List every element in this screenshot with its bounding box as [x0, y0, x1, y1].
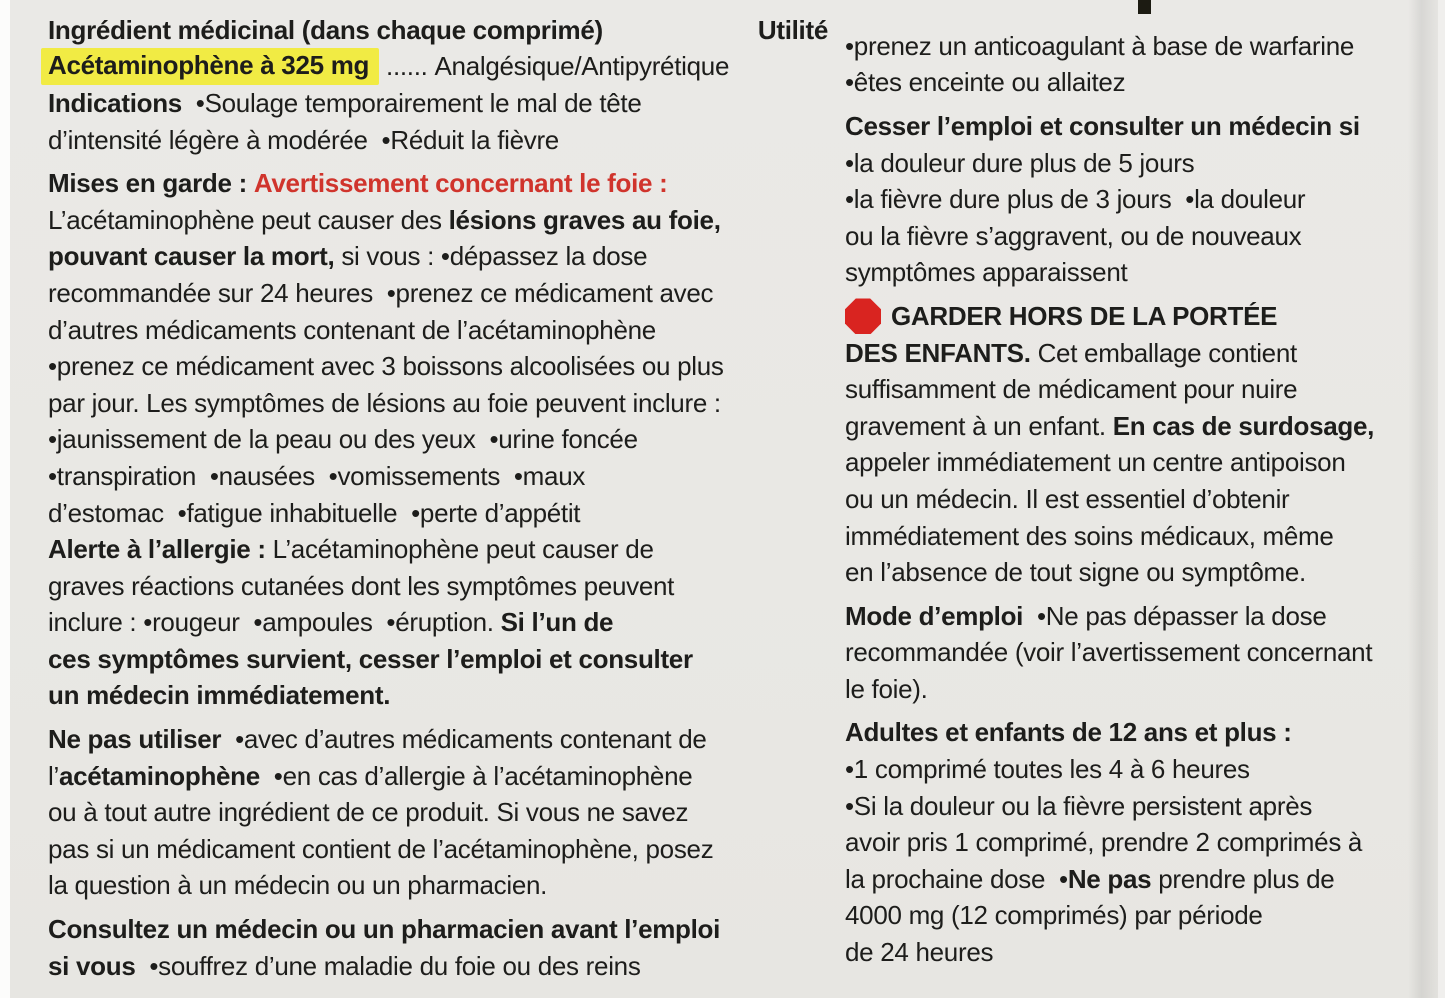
label-text-segment: •prenez un anticoagulant à base de warfarine — [845, 30, 1355, 61]
label-text-line — [48, 458, 828, 495]
label-text-segment: la question à un médecin ou un pharmacien. — [48, 870, 548, 901]
label-text-segment: inclure : •rougeur •ampoules •éruption. — [48, 607, 501, 638]
label-text-line — [48, 12, 828, 49]
label-text-line — [845, 255, 1420, 292]
label-text-line — [48, 794, 828, 831]
label-text-line — [845, 751, 1420, 788]
package-left-edge — [0, 0, 10, 998]
medication-label-panel — [10, 0, 1445, 998]
label-text-segment: •la fièvre dure plus de 3 jours •la douleur — [845, 184, 1306, 215]
label-text-line — [845, 481, 1420, 518]
label-paragraph — [48, 165, 828, 714]
label-text-line — [845, 65, 1420, 102]
label-text-segment: par jour. Les symptômes de lésions au foie peuvent inclure : — [48, 387, 721, 418]
label-text-line — [48, 122, 828, 159]
label-text-segment: Ingrédient médicinal (dans chaque comprimé) — [48, 14, 603, 45]
label-text-segment: en l’absence de tout signe ou symptôme. — [845, 557, 1306, 588]
label-text-line — [48, 495, 828, 532]
label-text-line — [48, 568, 828, 605]
label-text-line — [48, 348, 828, 385]
label-text-segment: la prochaine dose • — [845, 863, 1068, 894]
label-text-line — [845, 518, 1420, 555]
label-text-segment: Utilité — [757, 14, 828, 45]
label-text-line — [48, 911, 828, 948]
label-text-segment: Mode d’emploi — [845, 600, 1024, 631]
label-text-segment: •Si la douleur ou la fièvre persistent après — [845, 790, 1313, 821]
label-text-segment: Si l’un de — [500, 607, 614, 638]
label-text-segment: prendre plus de — [1151, 863, 1335, 894]
label-text-line — [48, 678, 828, 715]
stop-sign-icon — [845, 298, 881, 334]
label-text-segment: appeler immédiatement un centre antipoison — [845, 447, 1346, 478]
label-text-line — [845, 28, 1420, 65]
label-text-segment: •en cas d’allergie à l’acétaminophène — [259, 760, 693, 791]
label-paragraph — [845, 598, 1420, 708]
label-text-line — [845, 824, 1420, 861]
label-text-segment: Acétaminophène à 325 mg — [41, 48, 379, 85]
label-text-line — [48, 165, 828, 202]
label-text-line — [48, 721, 828, 758]
label-right-column — [845, 28, 1420, 978]
label-text-segment: de 24 heures — [845, 937, 994, 968]
label-text-segment: pouvant causer la mort, — [48, 241, 335, 272]
label-paragraph — [48, 721, 828, 904]
label-text-segment: symptômes apparaissent — [845, 257, 1128, 288]
label-text-line — [48, 275, 828, 312]
label-paragraph — [845, 298, 1420, 591]
label-text-segment: •la douleur dure plus de 5 jours — [845, 147, 1195, 178]
label-text-line — [845, 371, 1420, 408]
label-text-segment: si vous — [48, 950, 136, 981]
label-paragraph — [845, 108, 1420, 291]
label-text-segment: d’autres médicaments contenant de l’acétaminophène — [48, 314, 656, 345]
label-text-line — [845, 108, 1420, 145]
label-paragraph — [845, 28, 1420, 101]
label-text-segment: En cas de surdosage, — [1112, 410, 1375, 441]
label-text-segment: Avertissement concernant le foie : — [253, 168, 668, 199]
label-text-segment: avoir pris 1 comprimé, prendre 2 comprimés à — [845, 827, 1363, 858]
label-text-segment: DES ENFANTS. — [845, 337, 1038, 368]
label-text-segment: ...... — [379, 51, 435, 82]
label-text-line — [48, 605, 828, 642]
label-text-line — [48, 948, 828, 985]
label-text-line — [845, 898, 1420, 935]
label-text-segment: graves réactions cutanées dont les symptômes peuvent — [48, 570, 675, 601]
label-text-segment: le foie). — [845, 673, 928, 704]
label-text-line — [845, 181, 1420, 218]
label-text-segment: pas si un médicament contient de l’acétaminophène, posez — [48, 833, 714, 864]
label-text-segment: Ne pas utiliser — [48, 724, 222, 755]
label-text-segment: •transpiration •nausées •vomissements •maux — [48, 460, 586, 491]
label-text-segment: GARDER HORS DE LA PORTÉE — [891, 300, 1278, 331]
label-text-segment: Adultes et enfants de 12 ans et plus : — [845, 717, 1292, 748]
label-left-column — [48, 12, 828, 991]
label-text-line — [845, 298, 1420, 335]
label-text-line — [845, 445, 1420, 482]
label-text-line — [845, 335, 1420, 372]
label-text-line — [845, 635, 1420, 672]
label-paragraph — [48, 911, 828, 984]
label-text-segment: Indications — [48, 87, 182, 118]
label-text-segment: recommandée sur 24 heures •prenez ce médicament avec — [48, 277, 714, 308]
label-text-segment: Alerte à l’allergie : — [48, 534, 273, 565]
label-text-segment: Ne pas — [1067, 863, 1152, 894]
label-text-line — [845, 408, 1420, 445]
label-text-segment: •êtes enceinte ou allaitez — [845, 67, 1126, 98]
label-text-segment: immédiatement des soins médicaux, même — [845, 520, 1334, 551]
label-text-line — [845, 861, 1420, 898]
label-text-line — [845, 218, 1420, 255]
label-text-line — [845, 145, 1420, 182]
label-text-line — [48, 641, 828, 678]
label-text-line — [845, 671, 1420, 708]
label-text-segment: Cet emballage contient — [1037, 337, 1297, 368]
label-text-segment: l’ — [48, 760, 59, 791]
label-text-segment: L’acétaminophène peut causer de — [272, 534, 654, 565]
label-text-segment: L’acétaminophène peut causer des — [48, 204, 449, 235]
label-text-line — [48, 868, 828, 905]
label-text-segment: d’estomac •fatigue inhabituelle •perte d’appétit — [48, 497, 581, 528]
label-text-line — [48, 312, 828, 349]
label-text-segment: •avec d’autres médicaments contenant de — [221, 724, 707, 755]
label-text-segment: Consultez un médecin ou un pharmacien avant l’emploi — [48, 914, 721, 945]
label-text-segment: Cesser l’emploi et consulter un médecin si — [845, 110, 1360, 141]
label-text-line — [845, 934, 1420, 971]
label-text-line — [48, 422, 828, 459]
label-text-segment: lésions graves au foie, — [448, 204, 721, 235]
label-text-line — [845, 554, 1420, 591]
label-text-line — [48, 49, 828, 86]
label-text-segment: ces symptômes survient, cesser l’emploi et consulter — [48, 643, 693, 674]
label-text-segment: acétaminophène — [58, 760, 260, 791]
package-edge-shadow — [1408, 0, 1438, 998]
label-text-segment: recommandée (voir l’avertissement concernant — [845, 637, 1373, 668]
label-text-segment: ou la fièvre s’aggravent, ou de nouveaux — [845, 220, 1302, 251]
label-text-line — [845, 788, 1420, 825]
label-text-segment: Mises en garde : — [48, 168, 254, 199]
label-text-line — [48, 385, 828, 422]
label-text-segment: •Ne pas dépasser la dose — [1023, 600, 1327, 631]
label-paragraph — [845, 715, 1420, 971]
label-text-line — [845, 598, 1420, 635]
package-edge-highlight — [1438, 0, 1445, 998]
label-text-segment: gravement à un enfant. — [845, 410, 1113, 441]
label-text-segment: •Soulage temporairement le mal de tête — [181, 87, 642, 118]
label-text-segment: suffisamment de médicament pour nuire — [845, 374, 1298, 405]
registration-mark — [1138, 0, 1151, 14]
label-text-segment: ou un médecin. Il est essentiel d’obtenir — [845, 483, 1290, 514]
label-paragraph — [48, 12, 828, 158]
label-text-segment: si vous : •dépassez la dose — [334, 241, 648, 272]
label-text-line — [48, 239, 828, 276]
label-text-line — [48, 531, 828, 568]
label-text-segment: •1 comprimé toutes les 4 à 6 heures — [845, 754, 1250, 785]
label-text-segment: •jaunissement de la peau ou des yeux •urine foncée — [48, 424, 638, 455]
label-text-segment: 4000 mg (12 comprimés) par période — [845, 900, 1263, 931]
label-text-segment: d’intensité légère à modérée •Réduit la fièvre — [48, 124, 559, 155]
label-text-line — [48, 831, 828, 868]
label-text-segment: ou à tout autre ingrédient de ce produit. Si vous ne savez — [48, 797, 689, 828]
label-text-line — [48, 758, 828, 795]
label-text-line — [48, 202, 828, 239]
label-text-line — [48, 85, 828, 122]
label-text-segment: •prenez ce médicament avec 3 boissons alcoolisées ou plus — [48, 351, 724, 382]
label-text-segment: un médecin immédiatement. — [48, 680, 391, 711]
label-text-segment: •souffrez d’une maladie du foie ou des reins — [135, 950, 641, 981]
label-text-segment: Analgésique/Antipyrétique — [434, 51, 730, 82]
label-text-line — [845, 715, 1420, 752]
